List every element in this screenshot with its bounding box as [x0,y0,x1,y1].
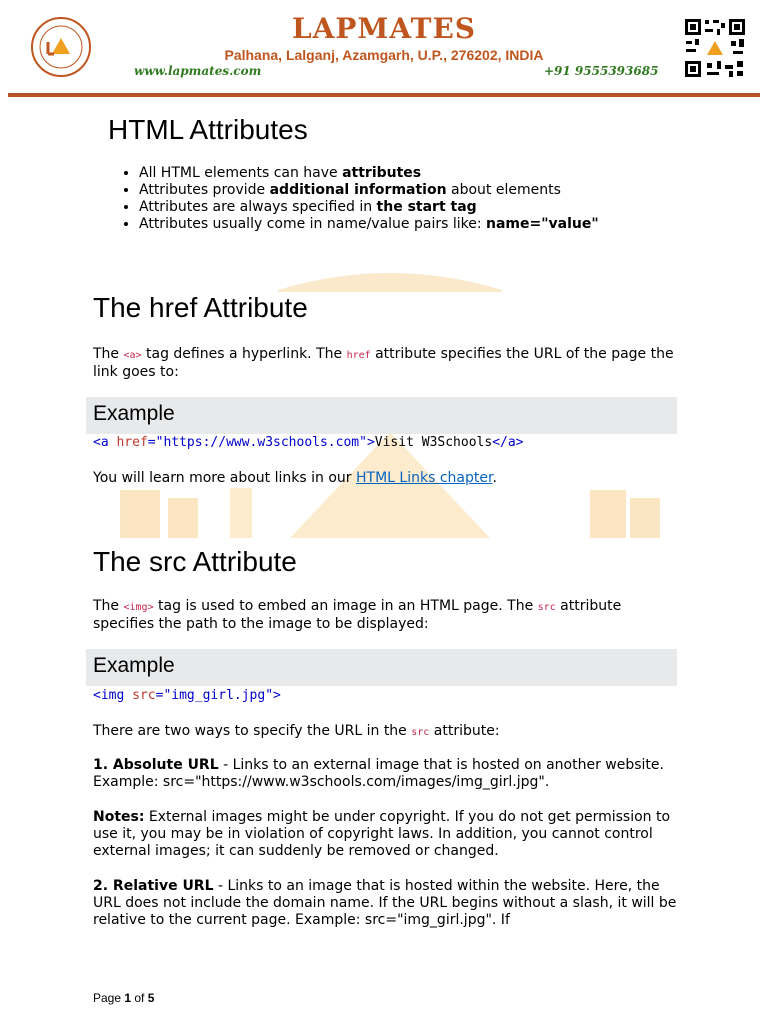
example-label: Example [93,402,175,425]
example-label: Example [93,654,175,677]
href-code-example: <a href="https://www.w3schools.com">Visit W3Schools</a> [93,435,524,450]
attributes-bullet-list [117,165,699,233]
src-ways-text: There are two ways to specify the URL in the src attribute: [93,723,500,739]
links-chapter-text: You will learn more about links in our HTML Links chapter. [93,470,497,486]
relative-url-text: 2. Relative URL - Links to an image that is hosted within the website. Here, the URL does not include the domain name. If the URL begins without a slash, it will be relative to the current page. Example: src="img_girl.jpg". If [93,878,677,928]
notes-text: Notes: External images might be under copyright. If you do not get permission to use it, you may be in violation of copyright laws. In addition, you cannot control external images; it can suddenly be removed or changed. [93,809,671,859]
href-heading: The href Attribute [93,292,308,323]
href-description: The <a> tag defines a hyperlink. The href attribute specifies the URL of the page the link goes to: [93,346,674,380]
brand-phone: +91 9555393685 [544,64,659,78]
list-item: • All HTML elements can have attributes [139,165,699,182]
list-item: • Attributes provide additional information about elements [139,182,699,199]
href-example-header [86,397,677,434]
html-links-chapter-link[interactable]: HTML Links chapter [356,470,493,486]
src-heading: The src Attribute [93,546,297,577]
brand-name: LAPMATES [291,12,477,45]
page-number: Page 1 of 5 [93,991,155,1005]
src-example-header [86,649,677,686]
qr-code-icon [683,17,747,79]
src-description: The <img> tag is used to embed an image in an HTML page. The src attribute specifies the path to the image to be displayed: [93,598,622,632]
list-item: • Attributes usually come in name/value pairs like: name="value" [139,216,699,233]
letterhead [0,0,768,100]
brand-address: Palhana, Lalganj, Azamgarh, U.P., 276202, INDIA [224,47,544,63]
absolute-url-text: 1. Absolute URL - Links to an external image that is hosted on another website. Example: src="https://www.w3schools.com/images/img_girl.jpg". [93,757,664,790]
list-item: • Attributes are always specified in the start tag [139,199,699,216]
page-title: HTML Attributes [108,114,308,145]
header-rule [8,93,760,97]
brand-website[interactable]: www.lapmates.com [134,64,262,78]
src-code-example: <img src="img_girl.jpg"> [93,688,281,703]
